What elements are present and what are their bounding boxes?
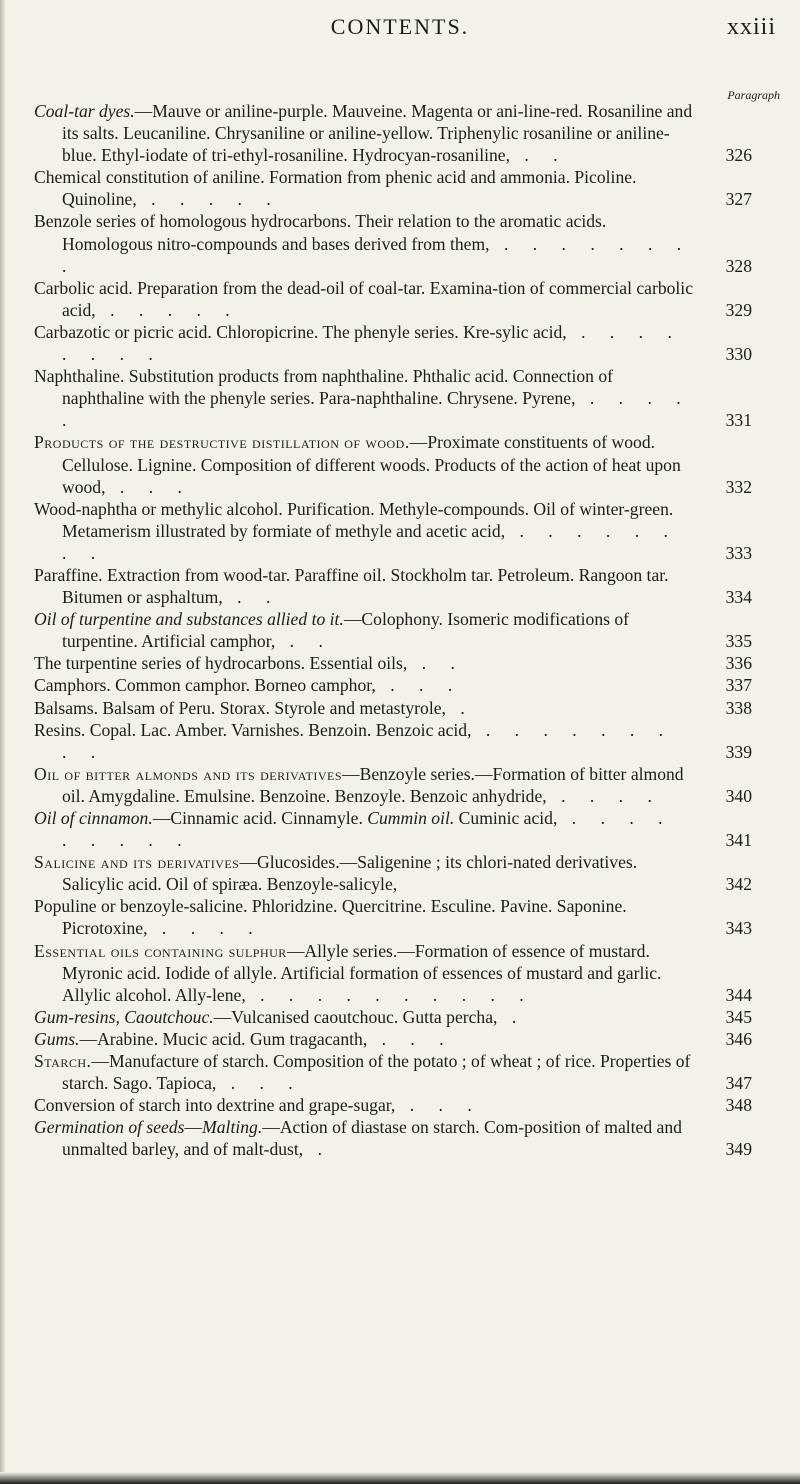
paragraph-number: 330 — [725, 344, 752, 365]
toc-entry — [34, 498, 752, 564]
paragraph-number: 343 — [725, 918, 752, 939]
leader-dots: . — [445, 697, 475, 718]
entry-text: Conversion of starch into dextrine and grape-sugar, — [34, 1095, 396, 1116]
entry-text: —Proximate constituents of wood. Cellulose. Lignine. Composition of different woods. Products of the action of heat upon wood, — [62, 432, 681, 497]
entry-text: —Glucosides.—Saligenine ; its chlori-nated derivatives. Salicylic acid. Oil of spiræa. Benzoyle-salicyle, — [62, 852, 638, 895]
leader-dots: . . . . . — [136, 189, 281, 210]
entry-text-continued: Cuminic acid, — [454, 808, 558, 828]
leader-dots: . . — [407, 653, 465, 674]
toc-entry — [34, 431, 752, 497]
entry-heading: Coal-tar dyes. — [34, 101, 135, 121]
entry-subheading: Cummin oil. — [367, 808, 455, 828]
toc-entry — [34, 652, 752, 674]
entry-text: —Arabine. Mucic acid. Gum tragacanth, — [79, 1028, 368, 1049]
entry-text: Naphthaline. Substitution products from naphthaline. Phthalic acid. Connection of naphthaline with the phenyle series. Para-naphthaline. Chrysene. Pyrene, — [34, 366, 614, 409]
toc-entry — [34, 697, 752, 719]
entry-text: Wood-naphtha or methylic alcohol. Purification. Methyle-compounds. Oil of winter-green. Metamerism illustrated by formiate of methyle and acetic acid, — [34, 498, 674, 541]
leader-dots: . — [303, 1139, 332, 1160]
entry-text: Carbazotic or picric acid. Chloropicrine. The phenyle series. Kre-sylic acid, — [34, 321, 567, 342]
paragraph-number: 344 — [725, 984, 752, 1005]
toc-entry — [34, 166, 752, 210]
paragraph-number: 340 — [725, 785, 752, 806]
paragraph-number: 332 — [725, 476, 752, 497]
paragraph-number: 336 — [725, 653, 752, 674]
leader-dots: . . . . . . . . — [62, 233, 692, 276]
leader-dots: . . . . . . . . . . — [245, 984, 534, 1005]
leader-dots: . . — [275, 631, 333, 652]
paragraph-number: 331 — [725, 410, 752, 431]
leader-dots: . . . . . . . . — [62, 321, 682, 365]
entry-heading: Products of the destructive distillation of wood. — [34, 432, 410, 453]
paragraph-number: 341 — [725, 830, 752, 851]
leader-dots: . . . — [216, 1073, 303, 1094]
toc-entry — [34, 564, 752, 608]
paragraph-number: 349 — [725, 1139, 752, 1160]
paragraph-number: 337 — [725, 675, 752, 696]
entry-text: — — [184, 1117, 203, 1138]
entry-text: Benzole series of homologous hydrocarbons. Their relation to the aromatic acids. Homologous nitro-compounds and bases derived from them, — [34, 211, 607, 254]
entry-heading: Essential oils containing sulphur — [34, 940, 287, 961]
entry-heading: Oil of cinnamon. — [34, 808, 153, 828]
entry-heading: Salicine and its derivatives — [34, 852, 240, 873]
toc-entry — [34, 1050, 752, 1094]
entry-text: —Colophony. Isomeric modifications of turpentine. Artificial camphor, — [62, 609, 630, 652]
toc-entry — [34, 807, 752, 851]
paragraph-column-label: Paragraph — [727, 88, 780, 102]
toc-entry — [34, 851, 752, 895]
leader-dots: . — [497, 1006, 527, 1027]
leader-dots: . . — [222, 587, 281, 608]
toc-entry — [34, 100, 752, 166]
entry-text: Paraffine. Extraction from wood-tar. Paraffine oil. Stockholm tar. Petroleum. Rangoon tar. Bitumen or asphaltum, — [34, 564, 669, 608]
entry-text: —Cinnamic acid. Cinnamyle. — [152, 808, 368, 828]
entry-text: —Vulcanised caoutchouc. Gutta percha, — [213, 1006, 498, 1027]
paragraph-number: 329 — [725, 299, 752, 320]
toc-entry — [34, 608, 752, 652]
leader-dots: . . . . . — [95, 299, 240, 320]
leader-dots: . . . — [105, 476, 192, 497]
running-title: CONTENTS. — [330, 14, 470, 39]
entry-text: Balsams. Balsam of Peru. Storax. Styrole and metastyrole, — [34, 697, 446, 718]
entry-heading: Starch. — [34, 1051, 92, 1072]
page-number: xxiii — [726, 14, 776, 40]
toc-entry — [34, 1094, 752, 1116]
entry-text: Resins. Copal. Lac. Amber. Varnishes. Benzoin. Benzoic acid, — [34, 719, 472, 740]
toc-entry — [34, 210, 752, 276]
toc-entry — [34, 1006, 752, 1028]
leader-dots: . . . — [395, 1095, 482, 1116]
paragraph-number: 328 — [725, 255, 752, 276]
toc-entry — [34, 277, 752, 321]
entry-text: —Mauve or aniline-purple. Mauveine. Magenta or ani-line-red. Rosaniline and its salts. Leucaniline. Chrysaniline or aniline-yellow. Triphenylic rosaniline or aniline-blue. Ethyl-iodate of tri-ethyl-rosaniline. Hydrocyan-rosaniline, — [62, 101, 693, 166]
entry-text-continued: —Action of diastase on starch. Com-position of malted and unmalted barley, and of malt-dust, — [62, 1117, 682, 1160]
paragraph-number: 333 — [725, 542, 752, 563]
entry-text: Camphors. Common camphor. Borneo camphor, — [34, 675, 376, 696]
leader-dots: . . . . — [546, 785, 662, 806]
entry-text: The turpentine series of hydrocarbons. Essential oils, — [34, 653, 408, 674]
paragraph-number: 327 — [725, 189, 752, 210]
paragraph-number: 348 — [725, 1095, 752, 1116]
toc-entry — [34, 895, 752, 939]
entry-text: —Manufacture of starch. Composition of the potato ; of wheat ; of rice. Properties of starch. Sago. Tapioca, — [62, 1051, 691, 1094]
paragraph-number: 338 — [725, 697, 752, 718]
paragraph-number: 346 — [725, 1028, 752, 1049]
leader-dots: . . . . . . . . . — [62, 808, 673, 851]
paragraph-number: 335 — [725, 631, 752, 652]
toc-entry — [34, 719, 752, 763]
toc-entry — [34, 365, 752, 431]
entry-heading: Oil of bitter almonds and its derivatives — [34, 763, 343, 784]
leader-dots: . . . . . — [62, 388, 691, 431]
entry-text: —Benzoyle series.—Formation of bitter almond oil. Amygdaline. Emulsine. Benzoine. Benzoyle. Benzoic anhydride, — [62, 763, 684, 806]
paragraph-number: 347 — [725, 1073, 752, 1094]
toc-entry — [34, 940, 752, 1006]
leader-dots: . . — [510, 145, 568, 166]
toc-entry — [34, 763, 752, 807]
entry-heading: Oil of turpentine and substances allied to it. — [34, 609, 344, 630]
paragraph-number: 334 — [725, 587, 752, 608]
page-gutter-shadow — [0, 0, 6, 1484]
entry-subheading: Malting. — [202, 1117, 263, 1138]
contents-list — [34, 100, 752, 1161]
leader-dots: . . . . — [147, 918, 263, 939]
paragraph-number: 345 — [725, 1006, 752, 1027]
entry-text: Populine or benzoyle-salicine. Phloridzine. Quercitrine. Esculine. Pavine. Saponine. Picrotoxine, — [34, 896, 627, 939]
paragraph-number: 326 — [725, 145, 752, 166]
toc-entry — [34, 1028, 752, 1050]
entry-text: —Allyle series.—Formation of essence of mustard. Myronic acid. Iodide of allyle. Artificial formation of essences of mustard and garlic. Allylic alcohol. Ally-lene, — [62, 940, 662, 1005]
toc-entry — [34, 674, 752, 696]
leader-dots: . . . . . . . . . — [62, 719, 674, 762]
paragraph-number: 339 — [725, 741, 752, 762]
leader-dots: . . . . . . . . — [62, 520, 678, 563]
entry-heading: Gums. — [34, 1028, 80, 1049]
leader-dots: . . . — [367, 1028, 454, 1049]
toc-entry — [34, 321, 752, 365]
entry-text: Carbolic acid. Preparation from the dead-oil of coal-tar. Examina-tion of commercial carbolic acid, — [34, 277, 694, 320]
paragraph-number: 342 — [725, 874, 752, 895]
toc-entry — [34, 1116, 752, 1160]
page-bottom-edge — [0, 1472, 800, 1484]
leader-dots: . . . — [375, 675, 463, 696]
entry-heading: Gum-resins, Caoutchouc. — [34, 1006, 214, 1027]
entry-text: Chemical constitution of aniline. Formation from phenic acid and ammonia. Picoline. Quinoline, — [34, 167, 637, 210]
entry-heading: Germination of seeds — [34, 1117, 185, 1138]
